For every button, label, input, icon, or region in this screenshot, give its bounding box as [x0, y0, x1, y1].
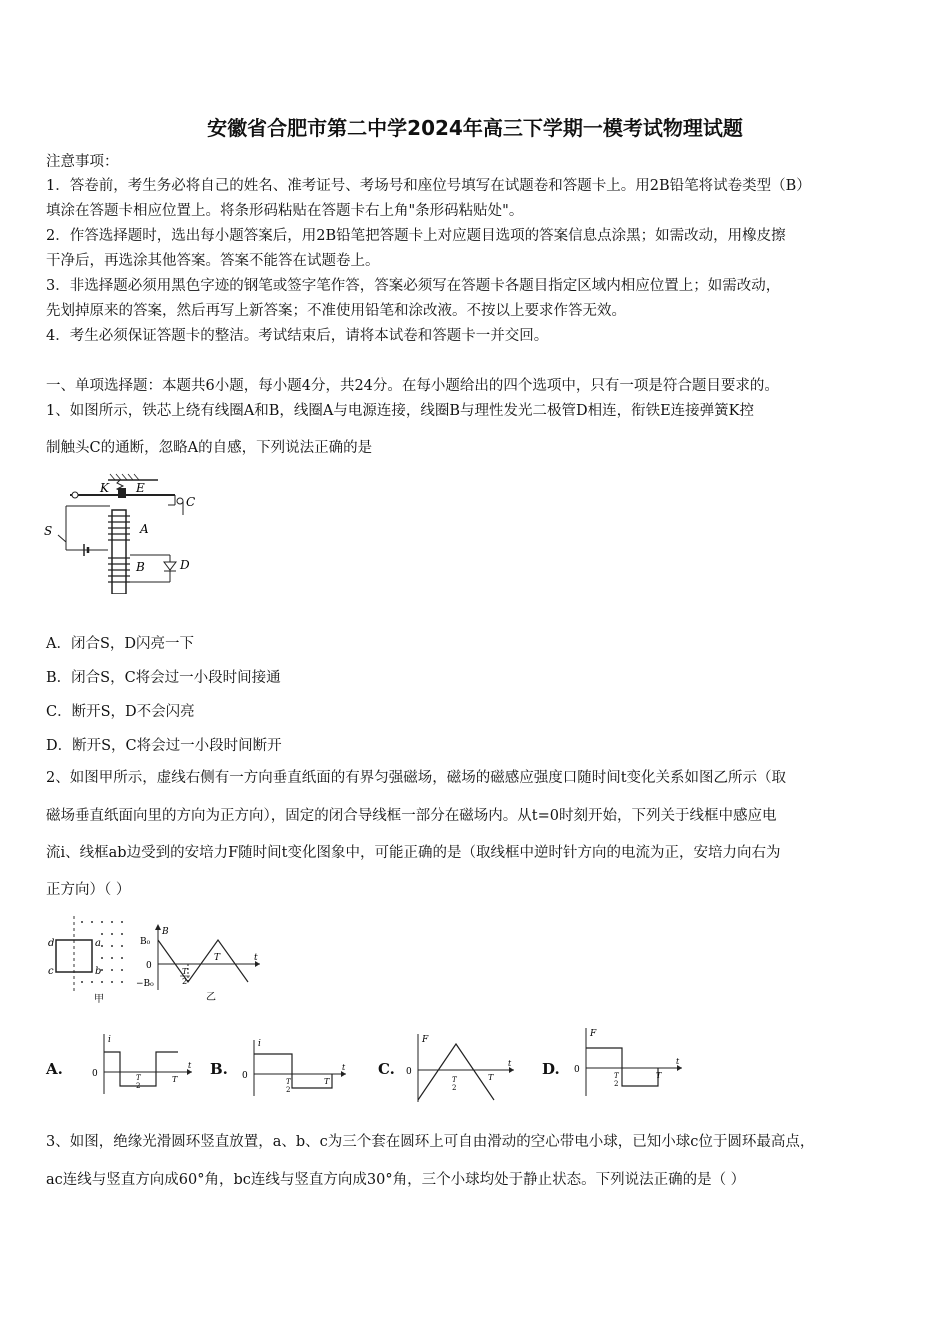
half-period-num: T	[136, 1074, 141, 1082]
origin-label: 0	[242, 1071, 248, 1081]
frame-label-a: a	[95, 938, 101, 949]
axis-label-t: t	[254, 953, 258, 963]
figure-caption-jia: 甲	[94, 994, 104, 1005]
tick-zero: 0	[146, 961, 152, 971]
question-3-stem: ac连线与竖直方向成60°角，bc连线与竖直方向成30°角，三个小球均处于静止状态。下列说法正确的是（ ）	[46, 1172, 746, 1188]
label-c: C	[186, 495, 196, 509]
label-k: K	[100, 481, 109, 495]
q2-figure-yi	[136, 920, 266, 1006]
q2-option-d-graph	[570, 1026, 686, 1098]
period-label: T	[324, 1077, 330, 1086]
q2-option-b-graph	[240, 1036, 350, 1098]
half-period-den: 2	[452, 1084, 457, 1092]
axis-label: F	[590, 1029, 597, 1039]
tick-neg-b0: −B₀	[136, 979, 154, 989]
q1-option-c: C．断开S，D不会闪亮	[46, 704, 195, 720]
t-label: t	[342, 1063, 346, 1072]
q2-option-a-label: A.	[46, 1060, 63, 1078]
origin-label: 0	[406, 1067, 412, 1077]
q2-option-a-graph	[86, 1030, 196, 1098]
notice-line: 1．答卷前，考生务必将自己的姓名、准考证号、考场号和座位号填写在试题卷和答题卡上。用2B铅笔将试卷类型（B）	[46, 178, 811, 194]
half-period-den: 2	[286, 1086, 291, 1094]
half-period-num: T	[286, 1078, 291, 1086]
origin-label: 0	[574, 1065, 580, 1075]
q1-option-b: B．闭合S，C将会过一小段时间接通	[46, 670, 281, 686]
q2-figure-jia	[44, 914, 140, 1006]
frame-label-d: d	[48, 938, 55, 949]
axis-label-b: B	[162, 927, 169, 937]
tick-t: T	[214, 953, 221, 963]
question-2-stem: 2、如图甲所示，虚线右侧有一方向垂直纸面的有界匀强磁场，磁场的磁感应强度口随时间t变化关系如图乙所示（取	[46, 770, 787, 786]
q2-option-d-label: D.	[542, 1060, 560, 1078]
axis-label: i	[258, 1039, 261, 1049]
q2-option-b-label: B.	[210, 1060, 228, 1078]
notice-line: 先划掉原来的答案，然后再写上新答案；不准使用铅笔和涂改液。不按以上要求作答无效。	[46, 303, 626, 319]
t-label: t	[188, 1061, 192, 1070]
period-label: T	[172, 1075, 178, 1084]
half-period-den: 2	[136, 1082, 141, 1090]
figure-caption-yi: 乙	[206, 992, 216, 1003]
question-2-stem: 磁场垂直纸面向里的方向为正方向），固定的闭合导线框一部分在磁场内。从t=0时刻开始，下列关于线框中感应电	[46, 808, 777, 824]
notice-line: 4．考生必须保证答题卡的整洁。考试结束后，请将本试卷和答题卡一并交回。	[46, 328, 549, 344]
origin-label: 0	[92, 1069, 98, 1079]
question-1-stem: 1、如图所示，铁芯上绕有线圈A和B，线圈A与电源连接，线圈B与理性发光二极管D相连，衔铁E连接弹簧K控	[46, 403, 755, 419]
half-period-den: 2	[614, 1080, 619, 1088]
period-label: T	[656, 1071, 662, 1080]
question-2-stem: 流i、线框ab边受到的安培力F随时间t变化图象中，可能正确的是（取线框中逆时针方向的电流为正，安培力向右为	[46, 845, 781, 861]
q1-circuit-figure	[40, 470, 200, 594]
tick-t-half-num: T	[182, 967, 188, 976]
notice-line: 填涂在答题卡相应位置上。将条形码粘贴在答题卡右上角"条形码粘贴处"。	[46, 203, 524, 219]
q2-option-c-label: C.	[378, 1060, 395, 1078]
notice-heading: 注意事项：	[46, 154, 119, 170]
t-label: t	[676, 1057, 680, 1066]
q1-option-d: D．断开S，C将会过一小段时间断开	[46, 738, 282, 754]
label-e: E	[136, 481, 145, 495]
label-s: S	[44, 524, 53, 538]
tick-b0: B₀	[140, 937, 151, 947]
label-d: D	[180, 558, 190, 572]
label-b: B	[136, 560, 145, 574]
question-3-stem: 3、如图，绝缘光滑圆环竖直放置，a、b、c为三个套在圆环上可自由滑动的空心带电小球，已知小球c位于圆环最高点，	[46, 1134, 815, 1150]
notice-line: 2．作答选择题时，选出每小题答案后，用2B铅笔把答题卡上对应题目选项的答案信息点涂黑；如需改动，用橡皮擦	[46, 228, 786, 244]
q2-option-c-graph	[402, 1030, 520, 1104]
notice-line: 3．非选择题必须用黑色字迹的钢笔或签字笔作答，答案必须写在答题卡各题目指定区域内相应位置上；如需改动，	[46, 278, 781, 294]
half-period-num: T	[614, 1072, 619, 1080]
section-heading: 一、单项选择题：本题共6小题，每小题4分，共24分。在每小题给出的四个选项中，只有一项是符合题目要求的。	[46, 378, 779, 394]
page-title: 安徽省合肥市第二中学2024年高三下学期一模考试物理试题	[207, 116, 743, 140]
frame-label-c: c	[48, 966, 54, 977]
half-period-num: T	[452, 1076, 457, 1084]
label-a: A	[140, 522, 149, 536]
question-1-stem: 制触头C的通断，忽略A的自感，下列说法正确的是	[46, 440, 373, 456]
question-2-stem: 正方向）（ ）	[46, 882, 131, 898]
notice-line: 干净后，再选涂其他答案。答案不能答在试题卷上。	[46, 253, 380, 269]
frame-label-b: b	[95, 966, 102, 977]
tick-t-half-den: 2	[182, 977, 188, 986]
q1-option-a: A．闭合S，D闪亮一下	[46, 636, 195, 652]
t-label: t	[508, 1059, 512, 1068]
period-label: T	[488, 1073, 494, 1082]
axis-label: F	[422, 1035, 429, 1045]
axis-label: i	[108, 1035, 111, 1045]
